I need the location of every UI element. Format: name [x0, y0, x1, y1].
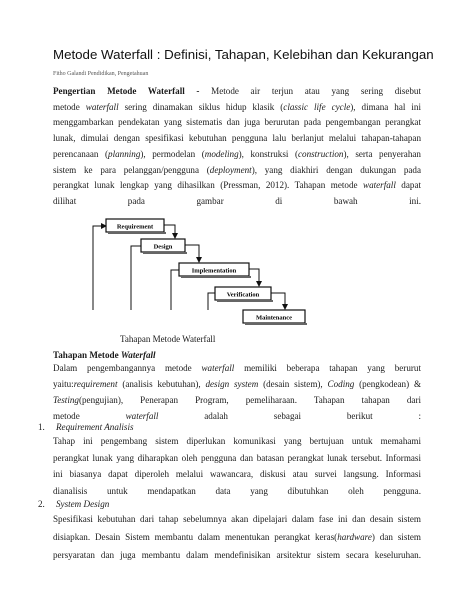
- intro-line: sistem ke para pelanggan/pengguna (deployment), yang diakhiri dengan dukungan pada: [53, 164, 422, 175]
- section-line: metode waterfall adalah sebagai berikut :: [53, 411, 421, 421]
- document-meta: Fitho Galandi Pendidikan, Pengetahuan: [53, 71, 149, 77]
- list-item-title: System Design: [56, 499, 110, 509]
- svg-text:Verification: Verification: [226, 291, 260, 299]
- step-verification: [215, 287, 273, 302]
- list-item-body: Spesifikasi kebutuhan dari tahap sebelumnya akan dipelajari dalam fase ini dan desain sistem disiapkan. Desain Sistem membantu dalam menentukan perangkat keras(hardware) dan sistem persyaratan dan juga membantu dalam mendefinisikan arsitektur sistem secara keseluruhan.: [53, 514, 422, 560]
- intro-label: Pengertian Metode Waterfall -: [53, 86, 200, 96]
- svg-text:Requirement: Requirement: [116, 223, 154, 231]
- section-heading: Tahapan Metode Waterfall: [53, 350, 156, 360]
- section-line: yaitu:requirement (analisis kebutuhan), design system (desain sistem), Coding (pengkodean) &: [53, 379, 422, 389]
- section-line: Dalam pengembangannya metode waterfall memiliki beberapa tahapan yang berurut: [53, 363, 421, 373]
- document-title: Metode Waterfall : Definisi, Tahapan, Kelebihan dan Kekurangan: [53, 47, 434, 62]
- intro-line: menggambarkan pendekatan yang sistematis dan juga berurutan pada pengembangan perangkat: [53, 117, 421, 128]
- waterfall-diagram: [53, 210, 353, 330]
- step-requirement: [106, 219, 166, 234]
- list-number: 1.: [38, 422, 45, 432]
- intro-line: perencanaan (planning), permodelan (modeling), konstruksi (construction), serta penyerahan: [53, 148, 421, 159]
- svg-text:Maintenance: Maintenance: [255, 314, 293, 322]
- step-maintenance: [243, 310, 307, 325]
- intro-line: lunak, dimulai dengan spesifikasi kebutuhan pengguna lalu berlanjut melalui tahapan-tahapan: [53, 133, 421, 144]
- list-number: 2.: [38, 499, 45, 509]
- section-paragraph: [53, 360, 421, 424]
- diagram-caption: Tahapan Metode Waterfall: [120, 334, 216, 344]
- svg-text:Implementation: Implementation: [191, 267, 237, 275]
- intro-paragraph: [53, 84, 421, 210]
- step-implementation: [179, 263, 251, 278]
- intro-line: metode waterfall sering dinamakan siklus hidup klasik (classic life cycle), dimana hal ini: [53, 101, 421, 112]
- step-design: [141, 239, 187, 254]
- section-line: Testing(pengujian), Penerapan Program, pemeliharaan. Tahapan tahapan dari: [53, 395, 421, 405]
- list-item-body: Tahap ini pengembang sistem diperlukan komunikasi yang bertujuan untuk memahami perangkat lunak yang diharapkan oleh pengguna dan batasan perangkat lunak tersebut. Informasi ini biasanya dapat diperoleh melalui wawancara, diskusi atau survei langsung. Informasi dianalisis untuk mendapatkan data yang dibutuhkan oleh pengguna.: [53, 436, 421, 496]
- intro-line: dilihat pada gambar di bawah ini.: [53, 195, 421, 206]
- list-item-title: Requirement Analisis: [56, 422, 134, 432]
- intro-line: perangkat lunak lengkap yang dihasilkan (Pressman, 2012). Tahapan metode waterfall dapat: [53, 180, 422, 191]
- intro-line: Pengertian Metode Waterfall - Metode air terjun atau yang sering disebut: [53, 86, 421, 96]
- svg-text:Design: Design: [153, 243, 173, 251]
